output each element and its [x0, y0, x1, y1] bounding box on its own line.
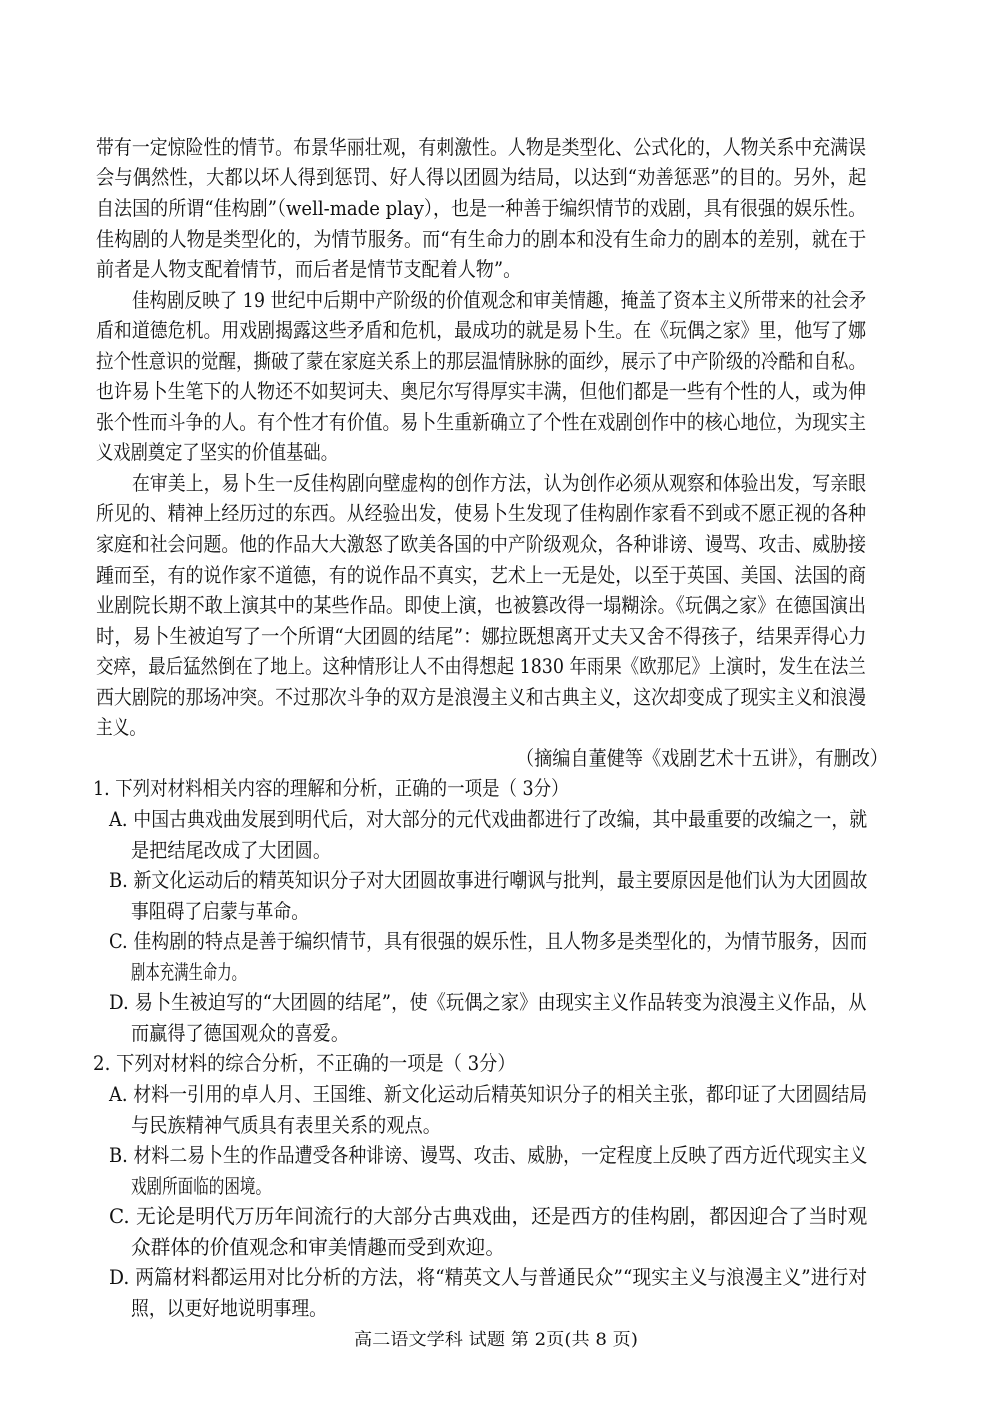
option-b-cont: 事阻碍了启蒙与革命。: [131, 899, 309, 923]
option-a: A. 材料一引用的卓人月、王国维、新文化运动后精英知识分子的相关主张，都印证了大团圆结局: [109, 1082, 868, 1106]
passage-line: 踵而至，有的说作家不道德，有的说作品不真实，艺术上一无是处，以至于英国、美国、法国的商: [96, 563, 866, 587]
option-a: A. 中国古典戏曲发展到明代后，对大部分的元代戏曲都进行了改编，其中最重要的改编之一，就: [109, 807, 868, 831]
option-b: B. 新文化运动后的精英知识分子对大团圆故事进行嘲讽与批判，最主要原因是他们认为大团圆故: [109, 868, 868, 892]
passage-line: 西大剧院的那场冲突。不过那次斗争的双方是浪漫主义和古典主义，这次却变成了现实主义和浪漫: [96, 685, 866, 709]
passage-line: 家庭和社会问题。他的作品大大激怒了欧美各国的中产阶级观众，各种诽谤、谩骂、攻击、威胁接: [96, 532, 866, 556]
option-d-cont: 而赢得了德国观众的喜爱。: [131, 1021, 349, 1045]
option-d: D. 两篇材料都运用对比分析的方法，将“精英文人与普通民众”“现实主义与浪漫主义”进行对: [109, 1265, 867, 1289]
passage-line: 拉个性意识的觉醒，撕破了蒙在家庭关系上的那层温情脉脉的面纱，展示了中产阶级的冷酷和自私。: [96, 349, 866, 373]
passage-line: 自法国的所谓“佳构剧”（well-made play），也是一种善于编织情节的戏剧，具有很强的娱乐性。: [96, 196, 867, 220]
option-c: C. 无论是明代万历年间流行的大部分古典戏曲，还是西方的佳构剧，都因迎合了当时观: [109, 1204, 868, 1228]
option-c-cont: 众群体的价值观念和审美情趣而受到欢迎。: [131, 1235, 505, 1259]
passage-line: 会与偶然性，大都以坏人得到惩罚、好人得以团圆为结局，以达到“劝善惩恶”的目的。另外，起: [96, 165, 867, 189]
passage-line: 佳构剧的人物是类型化的，为情节服务。而“有生命力的剧本和没有生命力的剧本的差别，就在于: [96, 227, 867, 251]
page-footer: 高二语文学科 试题 第 2页(共 8 页): [354, 1330, 638, 1350]
option-b-cont: 戏剧所面临的困境。: [131, 1174, 271, 1198]
passage-line: 在审美上，易卜生一反佳构剧向壁虚构的创作方法，认为创作必须从观察和体验出发，写亲眼: [132, 471, 866, 495]
passage-line: 前者是人物支配着情节，而后者是情节支配着人物”。: [96, 257, 522, 281]
passage-line: 也许易卜生笔下的人物还不如契诃夫、奥尼尔写得厚实丰满，但他们都是一些有个性的人，或为伸: [96, 379, 866, 403]
option-c-cont: 剧本充满生命力。: [131, 960, 246, 984]
passage-line: 盾和道德危机。用戏剧揭露这些矛盾和危机，最成功的就是易卜生。在《玩偶之家》里，他写了娜: [96, 318, 866, 342]
passage-line: 业剧院长期不敢上演其中的某些作品。即使上演，也被篡改得一塌糊涂。《玩偶之家》在德国演出: [96, 593, 866, 617]
option-a-cont: 与民族精神气质具有表里关系的观点。: [131, 1113, 441, 1137]
passage-line: 张个性而斗争的人。有个性才有价值。易卜生重新确立了个性在戏剧创作中的核心地位，为现实主: [96, 410, 866, 434]
passage-line: 所见的、精神上经历过的东西。从经验出发，使易卜生发现了佳构剧作家看不到或不愿正视的各种: [96, 501, 866, 525]
question-stem: 2. 下列对材料的综合分析，不正确的一项是（ 3分）: [93, 1051, 516, 1075]
passage-line: 主义。: [96, 715, 146, 739]
option-d-cont: 照，以更好地说明事理。: [131, 1296, 327, 1320]
passage-line: 义戏剧奠定了坚实的价值基础。: [96, 440, 338, 464]
passage-line: 交瘁，最后猛然倒在了地上。这种情形让人不由得想起 1830 年雨果《欧那尼》上演时，发生在法兰: [96, 654, 866, 678]
option-b: B. 材料二易卜生的作品遭受各种诽谤、谩骂、攻击、威胁，一定程度上反映了西方近代现实主义: [109, 1143, 868, 1167]
passage-line: 带有一定惊险性的情节。布景华丽壮观，有刺激性。人物是类型化、公式化的，人物关系中充满误: [96, 135, 866, 159]
question-stem: 1. 下列对材料相关内容的理解和分析，正确的一项是（ 3分）: [93, 776, 569, 800]
option-a-cont: 是把结尾改成了大团圆。: [131, 838, 331, 862]
passage-line: 时，易卜生被迫写了一个所谓“大团圆的结尾”：娜拉既想离开丈夫又舍不得孩子，结果弄得心力: [96, 624, 867, 648]
option-c: C. 佳构剧的特点是善于编织情节，具有很强的娱乐性，且人物多是类型化的，为情节服务，因而: [109, 929, 868, 953]
source-attribution: （摘编自董健等《戏剧艺术十五讲》，有删改）: [516, 746, 888, 770]
option-d: D. 易卜生被迫写的“大团圆的结尾”，使《玩偶之家》由现实主义作品转变为浪漫主义作品，从: [109, 990, 867, 1014]
passage-line: 佳构剧反映了 19 世纪中后期中产阶级的价值观念和审美情趣，掩盖了资本主义所带来的社会矛: [132, 288, 867, 312]
